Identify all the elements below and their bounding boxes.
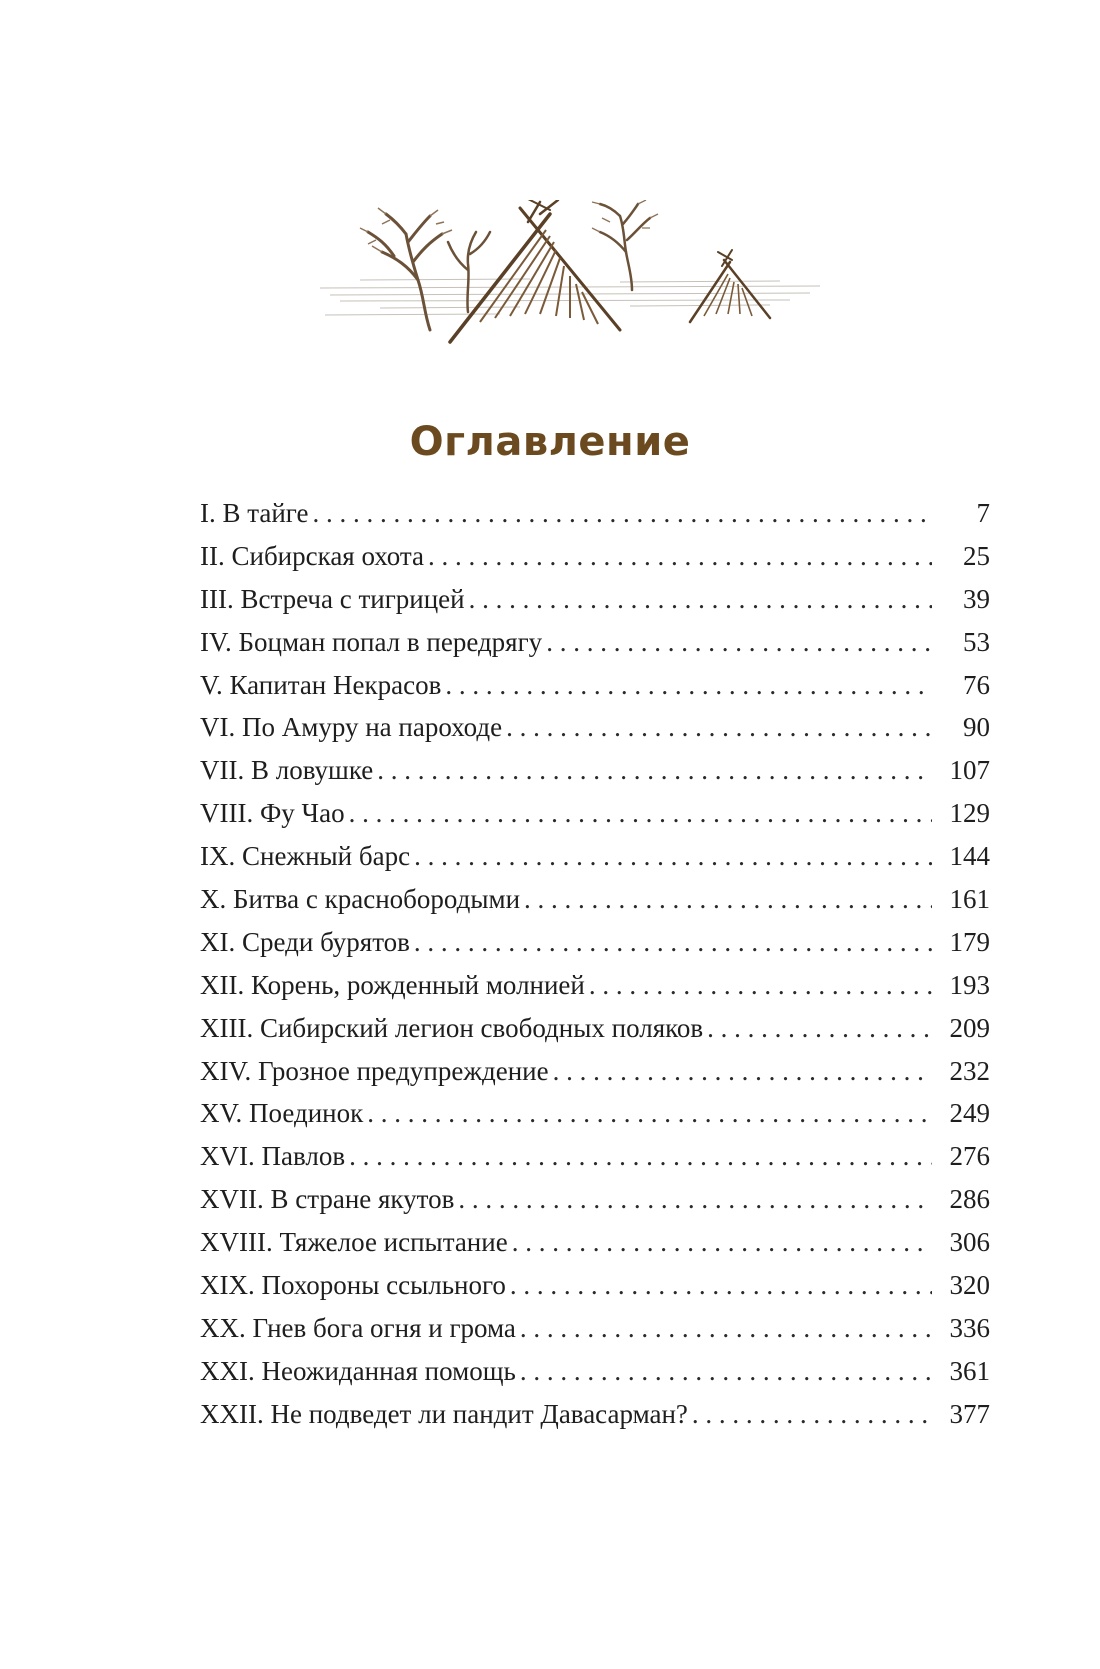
toc-entry (200, 621, 990, 664)
toc-entry-page-number: 320 (949, 1270, 990, 1301)
toc-entry-title: VIII. Фу Чао (200, 798, 345, 829)
dot-leader (520, 1307, 932, 1350)
dot-leader (445, 664, 932, 707)
toc-entry-title: II. Сибирская охота (200, 540, 425, 571)
camp-sketch-illustration (320, 200, 820, 370)
toc-entry-page-number: 7 (976, 498, 990, 528)
dot-leader (553, 1050, 932, 1093)
dot-leader (707, 1007, 932, 1050)
dot-leader (313, 492, 932, 535)
toc-entry (200, 706, 990, 749)
toc-entry (200, 1393, 990, 1436)
toc-entry (200, 1221, 990, 1264)
toc-entry-title: XII. Корень, рожденный молнией (200, 969, 585, 1000)
dot-leader (367, 1092, 932, 1135)
table-of-contents (200, 492, 990, 1436)
toc-entry (200, 878, 990, 921)
toc-entry-page-number: 39 (963, 583, 990, 614)
toc-entry-title: IV. Боцман попал в передрягу (200, 626, 543, 657)
toc-entry-title: XXII. Не подведет ли пандит Давасарман? (200, 1398, 688, 1429)
toc-entry (200, 1264, 990, 1307)
toc-entry-title: IX. Снежный барс (200, 841, 411, 872)
toc-entry (200, 492, 990, 535)
toc-entry-page-number: 161 (949, 884, 990, 915)
toc-entry-page-number: 336 (949, 1312, 990, 1343)
toc-entry-title: V. Капитан Некрасов (200, 669, 442, 700)
toc-entry-page-number: 129 (949, 798, 990, 829)
dot-leader (349, 792, 932, 835)
toc-entry-title: XIV. Грозное предупреждение (200, 1055, 549, 1086)
dot-leader (414, 921, 932, 964)
toc-entry (200, 749, 990, 792)
toc-entry-page-number: 76 (963, 669, 990, 700)
toc-entry-title: X. Битва с краснобородыми (200, 884, 521, 915)
toc-entry-title: VII. В ловушке (200, 755, 374, 786)
toc-entry-title: III. Встреча с тигрицей (200, 583, 465, 614)
toc-entry-page-number: 377 (949, 1398, 990, 1429)
toc-entry-page-number: 361 (949, 1355, 990, 1386)
toc-entry (200, 835, 990, 878)
dot-leader (512, 1221, 932, 1264)
toc-entry (200, 1092, 990, 1135)
toc-entry (200, 578, 990, 621)
toc-entry (200, 1135, 990, 1178)
toc-entry-title: XIII. Сибирский легион свободных поляков (200, 1012, 704, 1043)
toc-entry-page-number: 193 (949, 969, 990, 1000)
toc-entry-page-number: 107 (949, 755, 990, 786)
dot-leader (510, 1264, 932, 1307)
toc-entry-title: XVI. Павлов (200, 1141, 346, 1172)
toc-entry-title: XVIII. Тяжелое испытание (200, 1227, 508, 1258)
dot-leader (506, 706, 932, 749)
toc-entry (200, 1350, 990, 1393)
toc-entry-page-number: 25 (963, 540, 990, 571)
toc-entry (200, 792, 990, 835)
toc-entry-page-number: 249 (949, 1098, 990, 1129)
dot-leader (520, 1350, 932, 1393)
dot-leader (377, 749, 932, 792)
dot-leader (692, 1393, 932, 1436)
toc-entry-page-number: 90 (963, 712, 990, 743)
toc-entry-page-number: 209 (949, 1012, 990, 1043)
toc-entry-page-number: 53 (963, 626, 990, 657)
toc-entry-page-number: 179 (949, 926, 990, 957)
toc-entry (200, 1007, 990, 1050)
toc-entry-title: XI. Среди бурятов (200, 926, 410, 957)
page-title: Оглавление (409, 418, 691, 465)
dot-leader (546, 621, 932, 664)
toc-entry-title: XX. Гнев бога огня и грома (200, 1312, 516, 1343)
dot-leader (469, 578, 932, 621)
dot-leader (589, 964, 932, 1007)
dot-leader (458, 1178, 932, 1221)
toc-entry (200, 535, 990, 578)
toc-entry (200, 921, 990, 964)
toc-entry-page-number: 276 (949, 1141, 990, 1172)
toc-entry (200, 664, 990, 707)
dot-leader (349, 1135, 932, 1178)
toc-entry-page-number: 306 (949, 1227, 990, 1258)
dot-leader (428, 535, 932, 578)
toc-entry-title: XV. Поединок (200, 1098, 364, 1129)
dot-leader (414, 835, 932, 878)
toc-entry (200, 1178, 990, 1221)
toc-entry-title: XVII. В стране якутов (200, 1184, 455, 1215)
toc-entry-title: I. В тайге (200, 498, 309, 528)
toc-entry (200, 964, 990, 1007)
toc-entry (200, 1050, 990, 1093)
toc-entry-title: XXI. Неожиданная помощь (200, 1355, 516, 1386)
toc-entry-page-number: 144 (949, 841, 990, 872)
toc-entry-title: XIX. Похороны ссыльного (200, 1270, 506, 1301)
toc-entry-page-number: 286 (949, 1184, 990, 1215)
dot-leader (524, 878, 932, 921)
toc-entry-title: VI. По Амуру на пароходе (200, 712, 503, 743)
toc-entry-page-number: 232 (949, 1055, 990, 1086)
toc-entry (200, 1307, 990, 1350)
